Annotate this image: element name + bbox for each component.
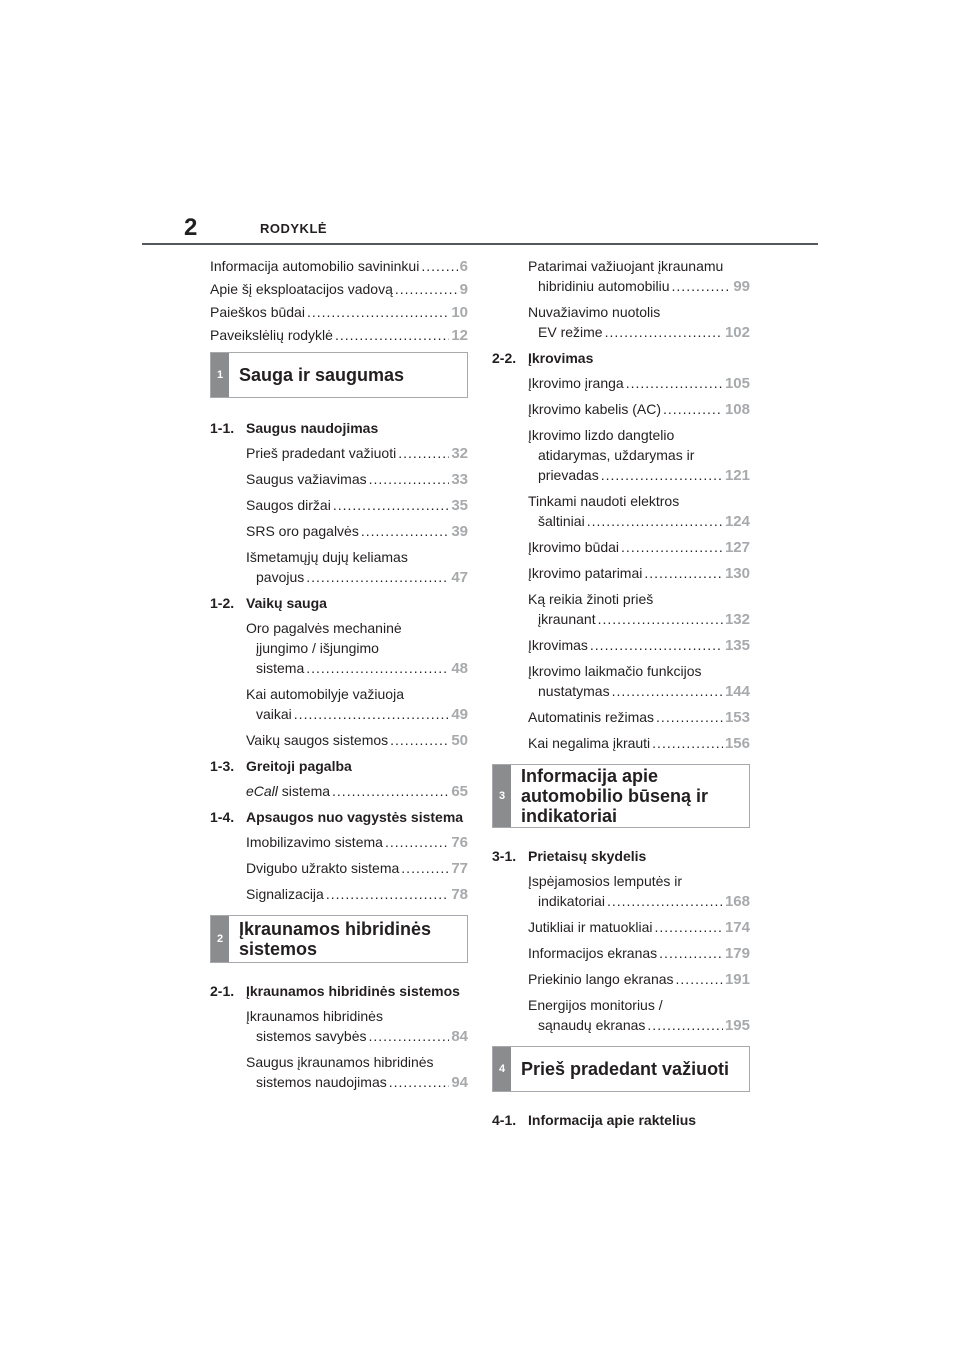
header-rule (142, 243, 818, 245)
section-heading: 4-1. Informacija apie raktelius (492, 1112, 697, 1128)
chapter-tab: 3 (493, 765, 511, 827)
toc-entry[interactable]: Įkrovimo įranga ..... 105 (492, 373, 750, 394)
chapter-3-box[interactable] (492, 764, 750, 828)
toc-entry[interactable]: Kai automobilyje važiuoja vaikai ..... 49 (210, 684, 468, 725)
page-number: 2 (184, 214, 198, 241)
section-heading: 2-1. Įkraunamos hibridinės sistemos (210, 983, 460, 999)
section-heading: 1-3. Greitoji pagalba (210, 758, 352, 774)
toc-entry[interactable]: Energijos monitorius / sąnaudų ekranas ..... 195 (492, 995, 750, 1036)
toc-entry[interactable]: Saugus važiavimas ..... 33 (210, 469, 468, 490)
section-heading: 3-1. Prietaisų skydelis (492, 848, 647, 864)
toc-entry[interactable]: Automatinis režimas ..... 153 (492, 707, 750, 728)
toc-entry[interactable]: Imobilizavimo sistema ..... 76 (210, 832, 468, 853)
chapter-title: Prieš pradedant važiuoti (521, 1059, 730, 1079)
toc-entry[interactable]: Dvigubo užrakto sistema ..... 77 (210, 858, 468, 879)
section-heading: 1-1. Saugus naudojimas (210, 420, 379, 436)
toc-entry[interactable]: Paveikslėlių rodyklė ..... 12 (210, 325, 468, 346)
toc-entry[interactable]: Išmetamųjų dujų keliamas pavojus ..... 47 (210, 547, 468, 588)
toc-entry[interactable]: Įkrovimo laikmačio funkcijos nustatymas ..... 144 (492, 661, 750, 702)
section-heading: 2-2. Įkrovimas (492, 350, 594, 366)
chapter-2-box[interactable] (210, 915, 468, 963)
toc-entry[interactable]: Įkrovimas ..... 135 (492, 635, 750, 656)
toc-entry[interactable]: Apie šį eksploatacijos vadovą ..... 9 (210, 279, 468, 300)
toc-entry[interactable]: Kai negalima įkrauti ..... 156 (492, 733, 750, 754)
toc-left-column (210, 256, 468, 1098)
toc-entry[interactable]: SRS oro pagalvės ..... 39 (210, 521, 468, 542)
toc-entry[interactable]: Įkraunamos hibridinės sistemos savybės ..... 84 (210, 1006, 468, 1047)
toc-entry[interactable]: Tinkami naudoti elektros šaltiniai ..... 124 (492, 491, 750, 532)
toc-entry[interactable]: Ką reikia žinoti prieš įkraunant ..... 132 (492, 589, 750, 630)
chapter-tab: 1 (211, 353, 229, 397)
toc-entry[interactable]: Prieš pradedant važiuoti ..... 32 (210, 443, 468, 464)
toc-entry[interactable]: Informacija automobilio savininkui ..... 6 (210, 256, 468, 277)
section-heading: 1-2. Vaikų sauga (210, 595, 327, 611)
toc-entry[interactable]: Vaikų saugos sistemos ..... 50 (210, 730, 468, 751)
chapter-4-box[interactable] (492, 1046, 750, 1092)
chapter-1-box[interactable] (210, 352, 468, 398)
running-title: RODYKLĖ (260, 221, 328, 236)
toc-entry[interactable]: eCall sistema ..... 65 (210, 781, 468, 802)
chapter-title: Įkraunamos hibridinės sistemos (239, 919, 432, 959)
toc-entry[interactable]: Jutikliai ir matuokliai ..... 174 (492, 917, 750, 938)
toc-entry[interactable]: Patarimai važiuojant įkraunamu hibridiniu automobiliu ..... 99 (492, 256, 750, 297)
chapter-title: Informacija apie automobilio būseną ir indikatoriai (521, 766, 709, 826)
chapter-title: Sauga ir saugumas (239, 365, 405, 385)
toc-entry[interactable]: Saugus įkraunamos hibridinės sistemos naudojimas ..... 94 (210, 1052, 468, 1093)
toc-entry[interactable]: Įkrovimo patarimai ..... 130 (492, 563, 750, 584)
toc-entry[interactable]: Signalizacija ..... 78 (210, 884, 468, 905)
toc-entry[interactable]: Nuvažiavimo nuotolis EV režime ..... 102 (492, 302, 750, 343)
toc-right-column (492, 256, 750, 1135)
chapter-tab: 4 (493, 1047, 511, 1091)
section-heading: 1-4. Apsaugos nuo vagystės sistema (210, 809, 464, 825)
toc-entry[interactable]: Įkrovimo lizdo dangtelio atidarymas, uždarymas ir prievadas ..... 121 (492, 425, 750, 486)
chapter-tab: 2 (211, 916, 229, 962)
toc-entry[interactable]: Įspėjamosios lemputės ir indikatoriai ..... 168 (492, 871, 750, 912)
toc-entry[interactable]: Įkrovimo kabelis (AC) ..... 108 (492, 399, 750, 420)
toc-entry[interactable]: Saugos diržai ..... 35 (210, 495, 468, 516)
toc-entry[interactable]: Paieškos būdai ..... 10 (210, 302, 468, 323)
toc-entry[interactable]: Oro pagalvės mechaninė įjungimo / išjungimo sistema ..... 48 (210, 618, 468, 679)
toc-entry[interactable]: Informacijos ekranas ..... 179 (492, 943, 750, 964)
toc-entry[interactable]: Priekinio lango ekranas ..... 191 (492, 969, 750, 990)
toc-entry[interactable]: Įkrovimo būdai ..... 127 (492, 537, 750, 558)
